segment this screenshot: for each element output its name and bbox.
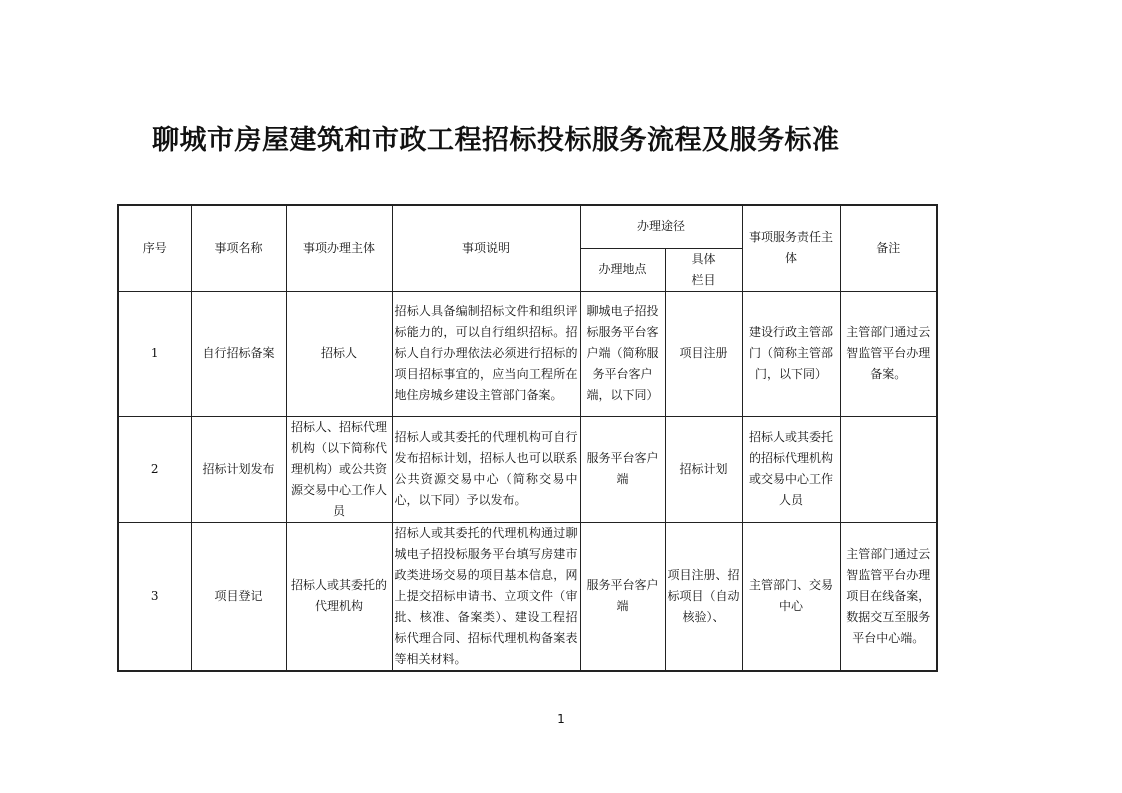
row-seq: 1 xyxy=(118,291,191,416)
row-remark: 主管部门通过云智监管平台办理项目在线备案，数据交互至服务平台中心端。 xyxy=(840,522,937,671)
row-seq: 3 xyxy=(118,522,191,671)
row-column: 招标计划 xyxy=(665,416,742,522)
row-resp: 主管部门、交易中心 xyxy=(742,522,840,671)
table-row xyxy=(118,291,937,416)
table-row xyxy=(118,416,937,522)
header-resp: 事项服务责任主体 xyxy=(742,205,840,291)
row-resp: 建设行政主管部门（简称主管部门，以下同） xyxy=(742,291,840,416)
row-name: 项目登记 xyxy=(191,522,286,671)
row-subject: 招标人 xyxy=(286,291,392,416)
row-desc: 招标人具备编制招标文件和组织评标能力的，可以自行组织招标。招标人自行办理依法必须进行招标的项目招标事宜的，应当向工程所在地住房城乡建设主管部门备案。 xyxy=(392,291,580,416)
row-location: 服务平台客户端 xyxy=(580,522,665,671)
row-column: 项目注册、招标项目（自动核验）、 xyxy=(665,522,742,671)
service-table xyxy=(117,204,938,672)
header-row xyxy=(118,205,937,248)
row-subject: 招标人或其委托的代理机构 xyxy=(286,522,392,671)
header-name: 事项名称 xyxy=(191,205,286,291)
row-subject: 招标人、招标代理机构（以下简称代理机构）或公共资源交易中心工作人员 xyxy=(286,416,392,522)
row-remark: 主管部门通过云智监管平台办理备案。 xyxy=(840,291,937,416)
row-resp: 招标人或其委托的招标代理机构或交易中心工作人员 xyxy=(742,416,840,522)
header-location: 办理地点 xyxy=(580,248,665,291)
header-remark: 备注 xyxy=(840,205,937,291)
header-subject: 事项办理主体 xyxy=(286,205,392,291)
row-remark xyxy=(840,416,937,522)
row-column: 项目注册 xyxy=(665,291,742,416)
page-number: 1 xyxy=(557,712,565,726)
header-desc: 事项说明 xyxy=(392,205,580,291)
row-desc: 招标人或其委托的代理机构通过聊城电子招投标服务平台填写房建市政类进场交易的项目基本信息，网上提交招标申请书、立项文件（审批、核准、备案类）、建设工程招标代理合同、招标代理机构备案表等相关材料。 xyxy=(392,522,580,671)
row-desc: 招标人或其委托的代理机构可自行发布招标计划，招标人也可以联系公共资源交易中心（简称交易中心，以下同）予以发布。 xyxy=(392,416,580,522)
header-column: 具体 栏目 xyxy=(665,248,742,291)
row-location: 聊城电子招投标服务平台客户端（简称服务平台客户端，以下同） xyxy=(580,291,665,416)
table-row xyxy=(118,522,937,671)
document-title: 聊城市房屋建筑和市政工程招标投标服务流程及服务标准 xyxy=(152,125,840,156)
header-seq: 序号 xyxy=(118,205,191,291)
row-location: 服务平台客户端 xyxy=(580,416,665,522)
row-name: 招标计划发布 xyxy=(191,416,286,522)
header-channel: 办理途径 xyxy=(580,205,742,248)
row-seq: 2 xyxy=(118,416,191,522)
row-name: 自行招标备案 xyxy=(191,291,286,416)
